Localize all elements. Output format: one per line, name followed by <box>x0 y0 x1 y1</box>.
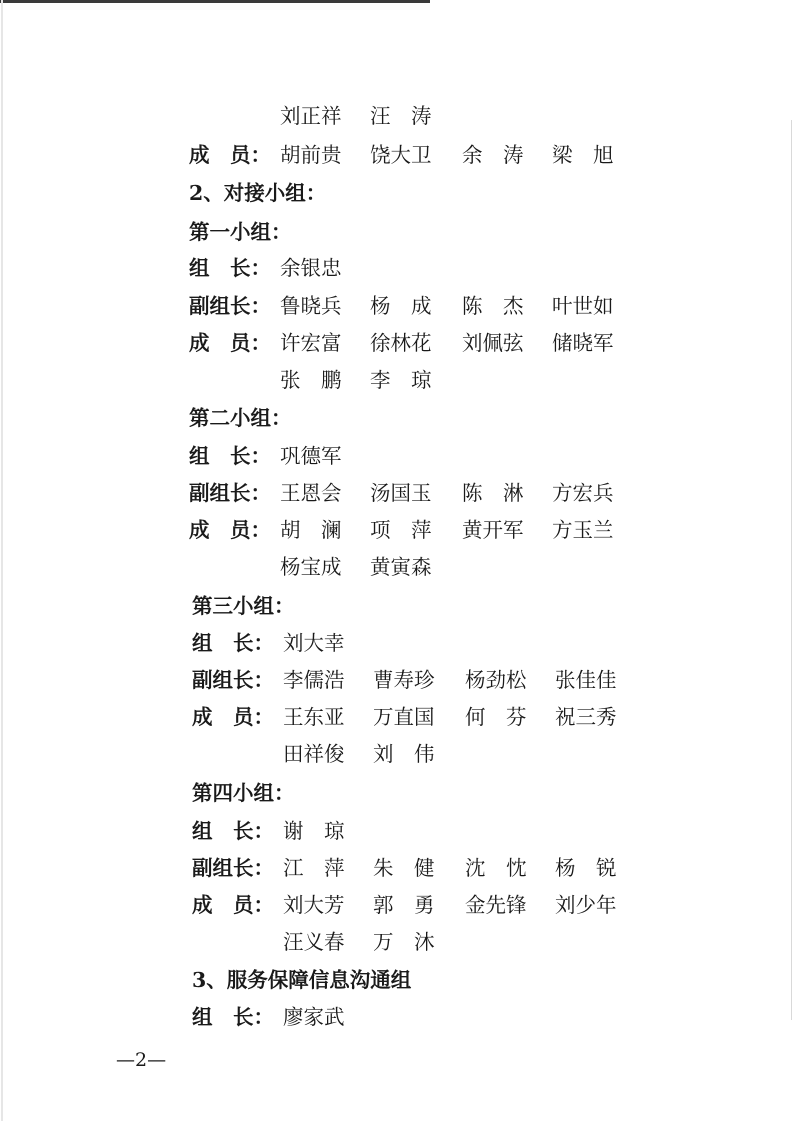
member-name: 梁 旭 <box>552 143 614 167</box>
scan-edge-top <box>0 0 430 3</box>
member-name: 黄开军 <box>462 518 524 542</box>
role-label: 副组长： <box>192 856 274 880</box>
member-name: 张佳佳 <box>555 668 617 692</box>
role-label: 成 员： <box>189 518 271 542</box>
role-label: 副组长： <box>189 481 271 505</box>
member-name: 方宏兵 <box>552 481 614 505</box>
member-name: 刘少年 <box>555 893 617 917</box>
role-label: 成 员： <box>189 143 271 167</box>
role-label: 组 长： <box>192 819 274 843</box>
role-label: 成 员： <box>192 705 274 729</box>
role-label: 组 长： <box>192 631 274 655</box>
member-name: 胡 澜 <box>280 518 342 542</box>
member-name: 王东亚 <box>283 705 345 729</box>
section-heading: 第一小组： <box>189 220 292 244</box>
member-name: 刘正祥 <box>280 104 342 128</box>
member-name: 江 萍 <box>283 856 345 880</box>
member-name: 万 沐 <box>373 930 435 954</box>
member-name: 鲁晓兵 <box>280 294 342 318</box>
member-name: 胡前贵 <box>280 143 342 167</box>
member-name: 刘佩弦 <box>462 331 524 355</box>
member-name: 许宏富 <box>280 331 342 355</box>
member-name: 储晓军 <box>552 331 614 355</box>
member-name: 万直国 <box>373 705 435 729</box>
member-name: 汤国玉 <box>370 481 432 505</box>
member-name: 田祥俊 <box>283 742 345 766</box>
member-name: 方玉兰 <box>552 518 614 542</box>
member-name: 何 芬 <box>465 705 527 729</box>
member-name: 杨 锐 <box>555 856 617 880</box>
member-name: 饶大卫 <box>370 143 432 167</box>
member-name: 刘大芳 <box>283 893 345 917</box>
role-label: 组 长： <box>189 444 271 468</box>
member-name: 余银忠 <box>280 256 342 280</box>
member-name: 陈 淋 <box>462 481 524 505</box>
member-name: 黄寅森 <box>370 555 432 579</box>
member-name: 李儒浩 <box>283 668 345 692</box>
scan-edge-right <box>791 120 792 1020</box>
role-label: 副组长： <box>189 294 271 318</box>
role-label: 副组长： <box>192 668 274 692</box>
member-name: 汪义春 <box>283 930 345 954</box>
member-name: 祝三秀 <box>555 705 617 729</box>
member-name: 刘 伟 <box>373 742 435 766</box>
member-name: 杨 成 <box>370 294 432 318</box>
member-name: 李 琼 <box>370 368 432 392</box>
scan-edge-left <box>1 0 3 1121</box>
member-name: 朱 健 <box>373 856 435 880</box>
member-name: 曹寿珍 <box>373 668 435 692</box>
member-name: 郭 勇 <box>373 893 435 917</box>
member-name: 余 涛 <box>462 143 524 167</box>
section-heading: 3、服务保障信息沟通组 <box>192 968 412 992</box>
member-name: 杨宝成 <box>280 555 342 579</box>
member-name: 巩德军 <box>280 444 342 468</box>
member-name: 金先锋 <box>465 893 527 917</box>
member-name: 刘大幸 <box>283 631 345 655</box>
member-name: 沈 忱 <box>465 856 527 880</box>
member-name: 项 萍 <box>370 518 432 542</box>
member-name: 杨劲松 <box>465 668 527 692</box>
member-name: 叶世如 <box>552 294 614 318</box>
section-heading: 第四小组： <box>192 781 295 805</box>
member-name: 汪 涛 <box>370 104 432 128</box>
member-name: 王恩会 <box>280 481 342 505</box>
role-label: 成 员： <box>192 893 274 917</box>
member-name: 谢 琼 <box>283 819 345 843</box>
member-name: 张 鹏 <box>280 368 342 392</box>
page-number: —2— <box>116 1049 167 1071</box>
member-name: 徐林花 <box>370 331 432 355</box>
section-heading: 第二小组： <box>189 406 292 430</box>
section-heading: 2、对接小组： <box>189 181 327 205</box>
section-heading: 第三小组： <box>192 594 295 618</box>
role-label: 组 长： <box>192 1005 274 1029</box>
member-name: 廖家武 <box>283 1005 345 1029</box>
member-name: 陈 杰 <box>462 294 524 318</box>
role-label: 成 员： <box>189 331 271 355</box>
role-label: 组 长： <box>189 256 271 280</box>
